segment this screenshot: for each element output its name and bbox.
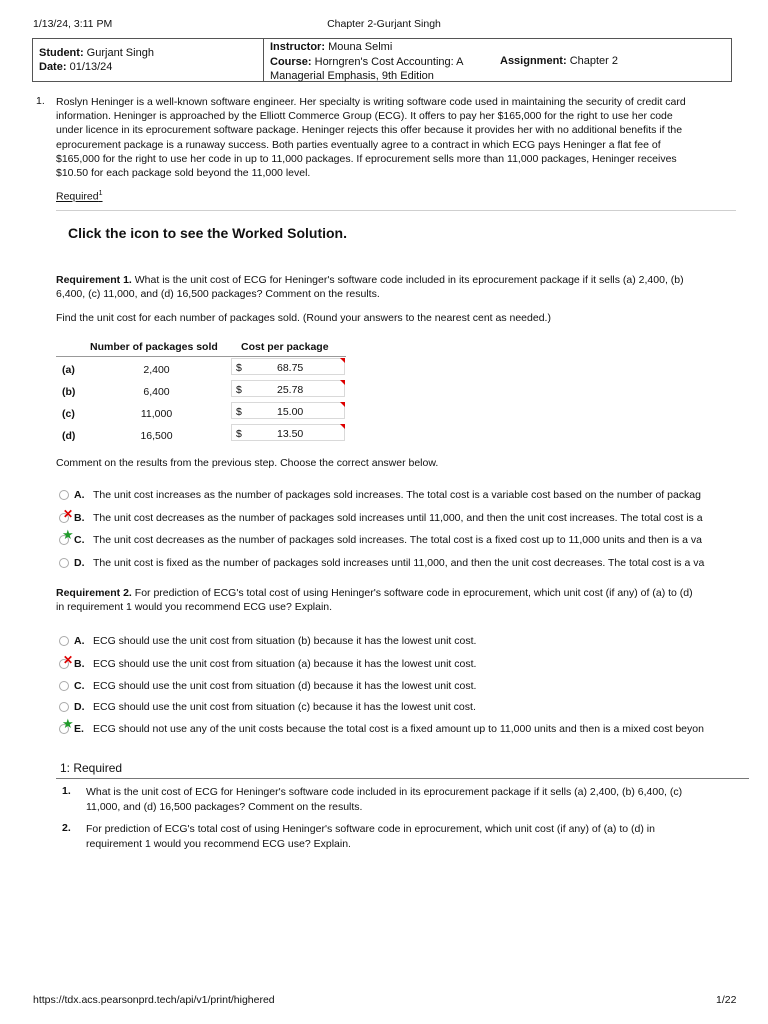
radio-option-a[interactable] xyxy=(59,490,69,500)
cost-value: 25.78 xyxy=(277,384,304,396)
option-letter: B. xyxy=(74,512,85,524)
packages-cell: 11,000 xyxy=(140,408,173,420)
currency-symbol: $ xyxy=(236,406,242,418)
course-info: Course: Horngren's Cost Accounting: A Managerial Emphasis, 9th Edition xyxy=(270,56,464,82)
option-text[interactable]: ECG should use the unit cost from situation (c) because it has the lowest unit cost. xyxy=(93,701,476,713)
option-letter: A. xyxy=(74,489,85,501)
assignment-info: Assignment: Chapter 2 xyxy=(500,55,618,67)
radio-option-d[interactable] xyxy=(59,558,69,568)
print-datetime: 1/13/24, 3:11 PM xyxy=(33,18,113,30)
page-title: Chapter 2-Gurjant Singh xyxy=(327,18,441,30)
correct-star-icon: ★ xyxy=(62,716,74,731)
wrong-mark-icon: ✕ xyxy=(63,507,74,521)
option-letter: D. xyxy=(74,557,85,569)
option-letter: B. xyxy=(74,658,85,670)
option-letter: C. xyxy=(74,534,85,546)
packages-cell: 16,500 xyxy=(140,430,173,442)
radio-option-a[interactable] xyxy=(59,636,69,646)
packages-cell: 2,400 xyxy=(143,364,170,376)
correct-star-icon: ★ xyxy=(62,527,74,542)
required-item-text: For prediction of ECG's total cost of using Heninger's software code in eprocurement, which unit cost (if any) of (a) to (d) in requirement 1 would you recommend ECG use? Explain. xyxy=(86,823,655,850)
section-rule xyxy=(56,778,749,779)
student-info: Student: Gurjant Singh xyxy=(39,47,154,59)
option-text[interactable]: The unit cost decreases as the number of packages sold increases until 11,000, and then the unit cost increases. The total cost is a xyxy=(93,512,703,524)
option-text[interactable]: The unit cost is fixed as the number of packages sold increases until 11,000, and then the unit cost decreases. The total cost is a va xyxy=(93,557,705,569)
required-item-number: 2. xyxy=(62,822,71,834)
option-text[interactable]: The unit cost decreases as the number of packages sold increases. The total cost is a fixed cost up to 11,000 units and then is a va xyxy=(93,534,702,546)
flag-icon xyxy=(340,402,345,407)
table-header-rule xyxy=(56,356,346,357)
table-row-label: (d) xyxy=(62,430,76,442)
requirement-1-text: Requirement 1. What is the unit cost of ECG for Heninger's software code included in its eprocurement package if it sells (a) 2,400, (b) 6,400, (c) 11,000, and (d) 16,500 packages? Comment on the results. xyxy=(56,274,684,301)
table-header-packages: Number of packages sold xyxy=(90,341,218,353)
question-number: 1. xyxy=(36,95,45,107)
requirement-2-text: Requirement 2. For prediction of ECG's total cost of using Heninger's software code in eprocurement, which unit cost (if any) of (a) to (d) in requirement 1 would you recommend ECG use? Explain. xyxy=(56,587,693,614)
table-header-cost: Cost per package xyxy=(241,341,329,353)
flag-icon xyxy=(340,424,345,429)
footer-url: https://tdx.acs.pearsonprd.tech/api/v1/print/highered xyxy=(33,994,275,1006)
page-number: 1/22 xyxy=(716,994,737,1006)
option-letter: D. xyxy=(74,701,85,713)
wrong-mark-icon: ✕ xyxy=(63,653,74,667)
packages-cell: 6,400 xyxy=(143,386,170,398)
flag-icon xyxy=(340,380,345,385)
required-item-number: 1. xyxy=(62,785,71,797)
required-item-text: What is the unit cost of ECG for Heninger's software code included in its eprocurement package if it sells (a) 2,400, (b) 6,400, (c) 11,000, and (d) 16,500 packages? Comment on the results. xyxy=(86,786,683,813)
date-info: Date: 01/13/24 xyxy=(39,61,113,73)
currency-symbol: $ xyxy=(236,428,242,440)
required-link[interactable]: Required$^1$ xyxy=(56,190,103,203)
assignment-name: Chapter 2 xyxy=(569,55,618,67)
instructor-name: Mouna Selmi xyxy=(328,41,393,53)
question-text: Roslyn Heninger is a well-known software engineer. Her specialty is writing software code used in maintaining the security of credit card information. Heninger is approached by the Elliott Commerce Group (ECG). It offers to pay her $165,000 for the right to use her code under licence in its eprocurement software package. Heninger rejects this offer because it provides her with no additional benefits if the eprocurement package is a runaway success. Both parties eventually agree to a contract in which ECG pays Heninger a flat fee of $165,000 for the right to use her code in up to 11,000 packages. If eprocurement sells more than 11,000 packages, Heninger receives $10.50 for each package sold beyond the 11,000 level. xyxy=(56,96,686,180)
cost-value: 68.75 xyxy=(277,362,304,374)
worked-solution-title[interactable]: Click the icon to see the Worked Solution. xyxy=(68,225,348,241)
table-row-label: (b) xyxy=(62,386,76,398)
option-letter: E. xyxy=(74,723,84,735)
currency-symbol: $ xyxy=(236,362,242,374)
info-divider xyxy=(263,39,264,81)
info-box xyxy=(32,38,732,82)
table-row-label: (c) xyxy=(62,408,75,420)
option-text[interactable]: ECG should use the unit cost from situation (d) because it has the lowest unit cost. xyxy=(93,680,477,692)
requirement-1-instruction: Find the unit cost for each number of packages sold. (Round your answers to the nearest cent as needed.) xyxy=(56,312,551,324)
radio-option-c[interactable] xyxy=(59,681,69,691)
option-letter: C. xyxy=(74,680,85,692)
option-text[interactable]: ECG should use the unit cost from situation (b) because it has the lowest unit cost. xyxy=(93,635,477,647)
option-letter: A. xyxy=(74,635,85,647)
option-text[interactable]: ECG should use the unit cost from situation (a) because it has the lowest unit cost. xyxy=(93,658,477,670)
option-text[interactable]: ECG should not use any of the unit costs because the total cost is a fixed amount up to 11,000 units and then is a mixed cost beyon xyxy=(93,723,704,735)
radio-option-d[interactable] xyxy=(59,702,69,712)
currency-symbol: $ xyxy=(236,384,242,396)
comment-prompt: Comment on the results from the previous step. Choose the correct answer below. xyxy=(56,457,439,469)
instructor-info: Instructor: Mouna Selmi xyxy=(270,41,393,53)
flag-icon xyxy=(340,358,345,363)
divider xyxy=(56,210,736,211)
date-value: 01/13/24 xyxy=(69,61,113,73)
option-text[interactable]: The unit cost increases as the number of packages sold increases. The total cost is a variable cost based on the number of packag xyxy=(93,489,701,501)
table-row-label: (a) xyxy=(62,364,75,376)
student-name: Gurjant Singh xyxy=(86,47,154,59)
required-section-title: 1: Required xyxy=(60,761,123,775)
cost-value: 15.00 xyxy=(277,406,304,418)
cost-value: 13.50 xyxy=(277,428,304,440)
